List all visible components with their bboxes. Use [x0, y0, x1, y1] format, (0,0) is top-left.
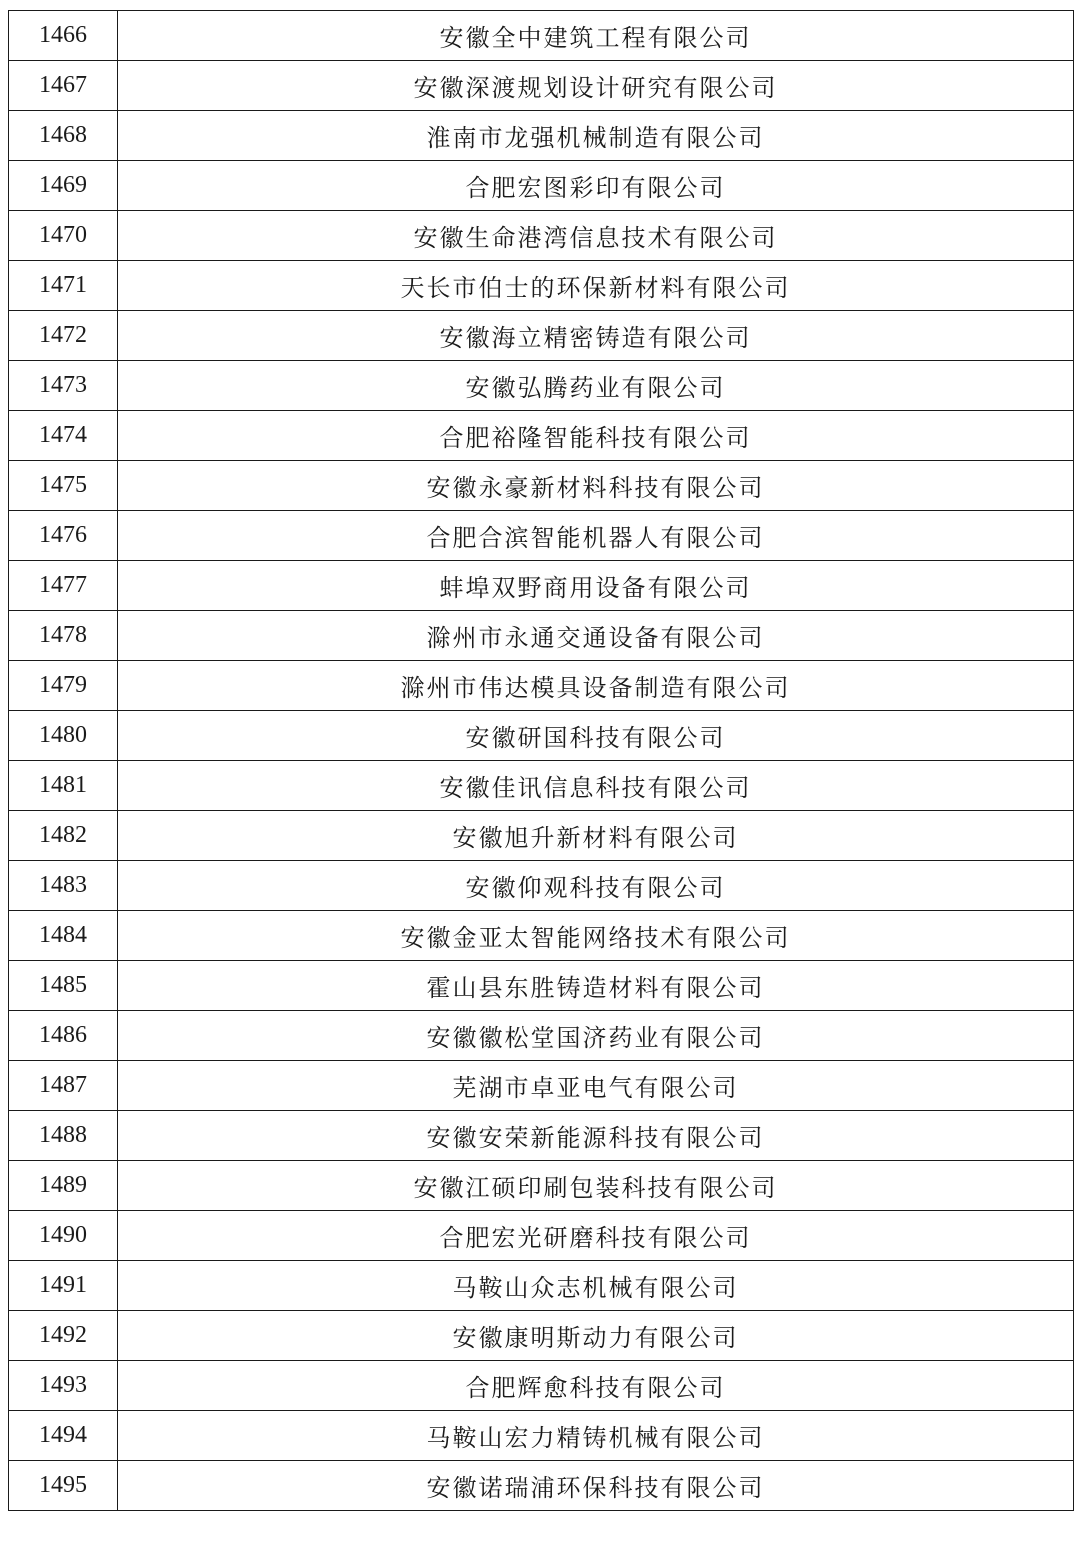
company-name-cell: 蚌埠双野商用设备有限公司	[118, 561, 1074, 611]
row-number-cell: 1486	[9, 1011, 118, 1061]
company-name-cell: 芜湖市卓亚电气有限公司	[118, 1061, 1074, 1111]
company-name-cell: 安徽全中建筑工程有限公司	[118, 11, 1074, 61]
company-name-cell: 安徽江硕印刷包装科技有限公司	[118, 1161, 1074, 1211]
table-row	[9, 261, 1074, 311]
table-row	[9, 511, 1074, 561]
company-name-cell: 合肥宏光研磨科技有限公司	[118, 1211, 1074, 1261]
table-row	[9, 561, 1074, 611]
table-row	[9, 711, 1074, 761]
company-name-cell: 安徽永豪新材料科技有限公司	[118, 461, 1074, 511]
table-row	[9, 661, 1074, 711]
company-list-table	[8, 10, 1074, 1511]
row-number-cell: 1475	[9, 461, 118, 511]
company-name-cell: 安徽诺瑞浦环保科技有限公司	[118, 1461, 1074, 1511]
company-name-cell: 安徽海立精密铸造有限公司	[118, 311, 1074, 361]
table-row	[9, 1111, 1074, 1161]
table-row	[9, 1311, 1074, 1361]
table-row	[9, 961, 1074, 1011]
row-number-cell: 1471	[9, 261, 118, 311]
table-row	[9, 911, 1074, 961]
company-name-cell: 安徽深渡规划设计研究有限公司	[118, 61, 1074, 111]
row-number-cell: 1494	[9, 1411, 118, 1461]
table-row	[9, 61, 1074, 111]
company-name-cell: 安徽康明斯动力有限公司	[118, 1311, 1074, 1361]
row-number-cell: 1467	[9, 61, 118, 111]
row-number-cell: 1484	[9, 911, 118, 961]
row-number-cell: 1478	[9, 611, 118, 661]
row-number-cell: 1470	[9, 211, 118, 261]
company-name-cell: 安徽佳讯信息科技有限公司	[118, 761, 1074, 811]
row-number-cell: 1468	[9, 111, 118, 161]
company-name-cell: 霍山县东胜铸造材料有限公司	[118, 961, 1074, 1011]
table-row	[9, 211, 1074, 261]
row-number-cell: 1491	[9, 1261, 118, 1311]
row-number-cell: 1477	[9, 561, 118, 611]
row-number-cell: 1469	[9, 161, 118, 211]
row-number-cell: 1476	[9, 511, 118, 561]
company-name-cell: 安徽生命港湾信息技术有限公司	[118, 211, 1074, 261]
table-row	[9, 161, 1074, 211]
company-name-cell: 天长市伯士的环保新材料有限公司	[118, 261, 1074, 311]
company-name-cell: 滁州市永通交通设备有限公司	[118, 611, 1074, 661]
row-number-cell: 1495	[9, 1461, 118, 1511]
company-name-cell: 安徽弘腾药业有限公司	[118, 361, 1074, 411]
table-row	[9, 761, 1074, 811]
table-row	[9, 1061, 1074, 1111]
company-name-cell: 安徽旭升新材料有限公司	[118, 811, 1074, 861]
company-name-cell: 合肥裕隆智能科技有限公司	[118, 411, 1074, 461]
company-name-cell: 安徽仰观科技有限公司	[118, 861, 1074, 911]
company-name-cell: 合肥辉愈科技有限公司	[118, 1361, 1074, 1411]
company-list-table-container	[8, 10, 1074, 1511]
company-name-cell: 安徽徽松堂国济药业有限公司	[118, 1011, 1074, 1061]
company-name-cell: 安徽研国科技有限公司	[118, 711, 1074, 761]
table-row	[9, 611, 1074, 661]
row-number-cell: 1493	[9, 1361, 118, 1411]
company-name-cell: 合肥宏图彩印有限公司	[118, 161, 1074, 211]
row-number-cell: 1466	[9, 11, 118, 61]
row-number-cell: 1489	[9, 1161, 118, 1211]
table-row	[9, 311, 1074, 361]
table-row	[9, 1361, 1074, 1411]
row-number-cell: 1487	[9, 1061, 118, 1111]
table-row	[9, 461, 1074, 511]
row-number-cell: 1488	[9, 1111, 118, 1161]
table-row	[9, 811, 1074, 861]
row-number-cell: 1485	[9, 961, 118, 1011]
company-name-cell: 马鞍山宏力精铸机械有限公司	[118, 1411, 1074, 1461]
table-row	[9, 1261, 1074, 1311]
table-row	[9, 1211, 1074, 1261]
company-name-cell: 马鞍山众志机械有限公司	[118, 1261, 1074, 1311]
company-name-cell: 淮南市龙强机械制造有限公司	[118, 111, 1074, 161]
table-row	[9, 1411, 1074, 1461]
row-number-cell: 1480	[9, 711, 118, 761]
table-row	[9, 1161, 1074, 1211]
table-body	[9, 11, 1074, 1511]
row-number-cell: 1483	[9, 861, 118, 911]
table-row	[9, 1011, 1074, 1061]
table-row	[9, 11, 1074, 61]
row-number-cell: 1492	[9, 1311, 118, 1361]
row-number-cell: 1473	[9, 361, 118, 411]
row-number-cell: 1472	[9, 311, 118, 361]
row-number-cell: 1490	[9, 1211, 118, 1261]
row-number-cell: 1481	[9, 761, 118, 811]
row-number-cell: 1474	[9, 411, 118, 461]
company-name-cell: 合肥合滨智能机器人有限公司	[118, 511, 1074, 561]
company-name-cell: 安徽金亚太智能网络技术有限公司	[118, 911, 1074, 961]
table-row	[9, 1461, 1074, 1511]
row-number-cell: 1479	[9, 661, 118, 711]
row-number-cell: 1482	[9, 811, 118, 861]
table-row	[9, 361, 1074, 411]
company-name-cell: 滁州市伟达模具设备制造有限公司	[118, 661, 1074, 711]
table-row	[9, 111, 1074, 161]
company-name-cell: 安徽安荣新能源科技有限公司	[118, 1111, 1074, 1161]
table-row	[9, 411, 1074, 461]
table-row	[9, 861, 1074, 911]
